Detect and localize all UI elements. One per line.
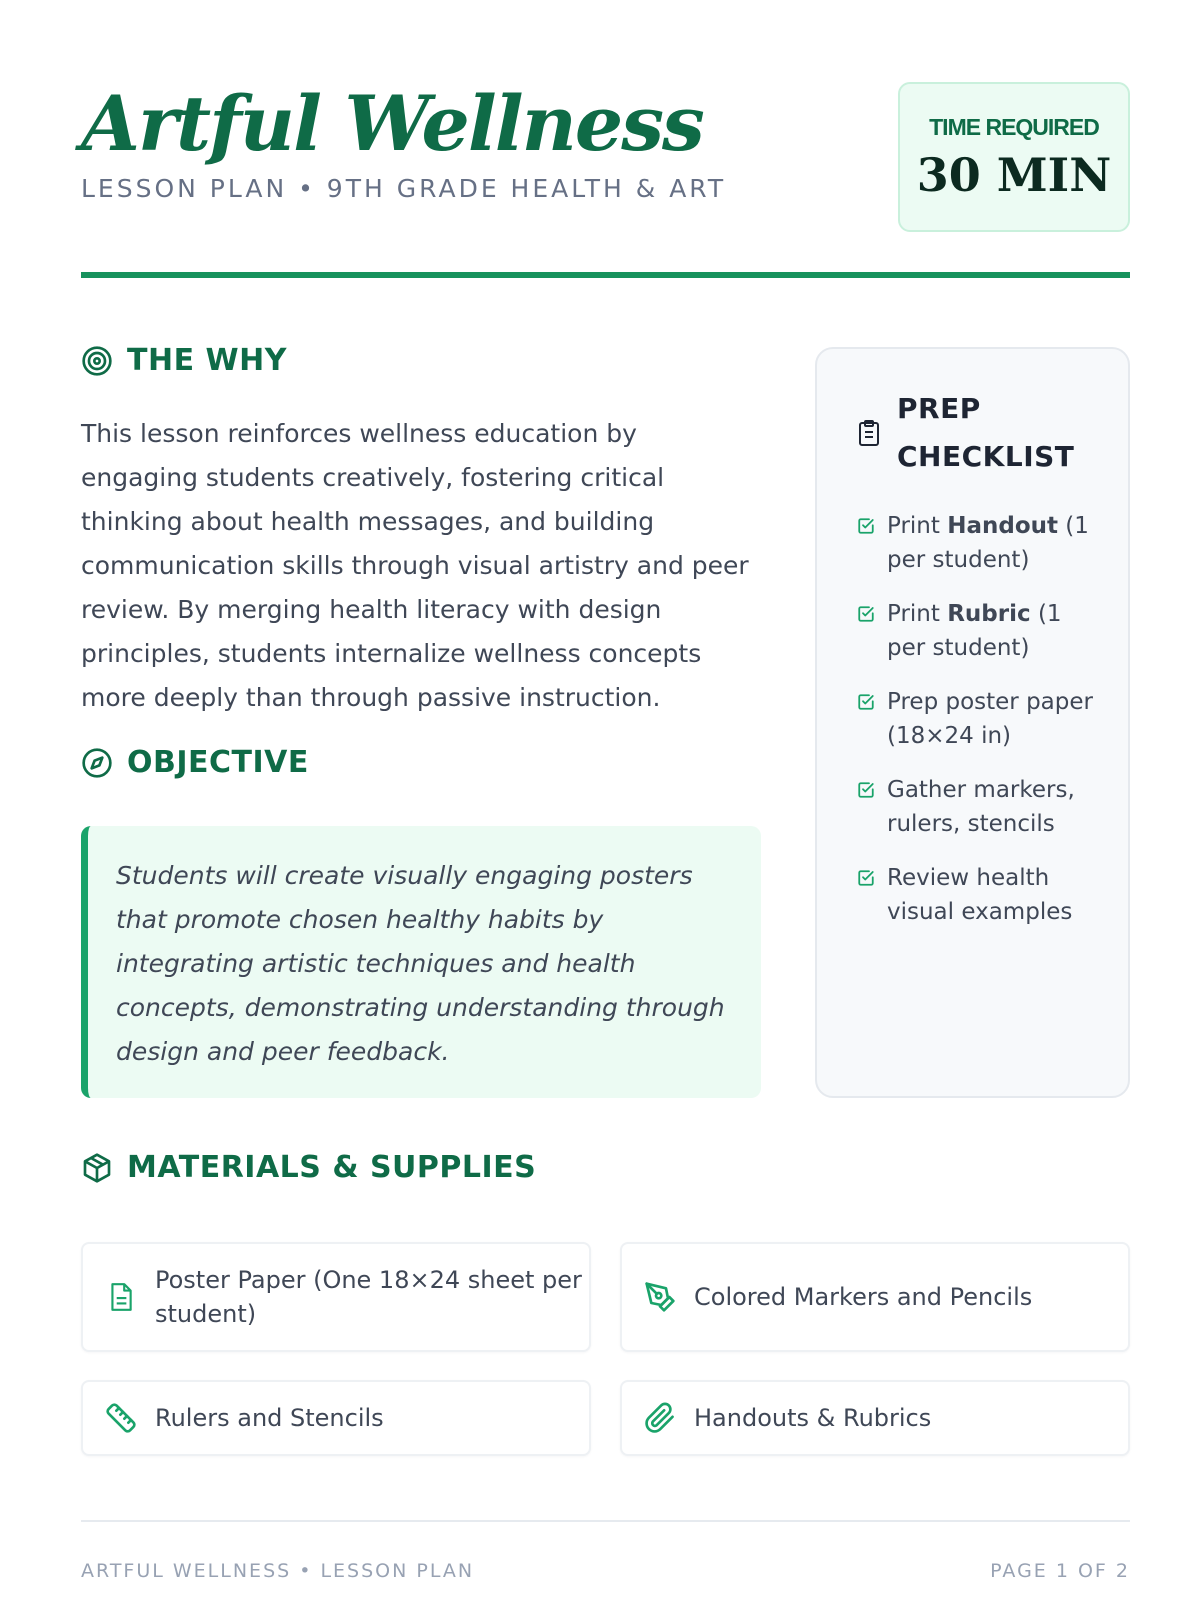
footer-document-name: ARTFUL WELLNESS • LESSON PLAN [81,1560,475,1582]
section-why-title: THE WHY [127,343,287,378]
checklist-item-text: Print Handout (1 per student) [887,513,1089,573]
material-item-label: Poster Paper (One 18×24 sheet per student) [155,1266,582,1328]
material-item [620,1242,1130,1352]
checklist-item-text: Review health visual examples [887,865,1073,925]
material-item-label: Colored Markers and Pencils [694,1283,1033,1311]
prep-checklist-heading [857,385,1087,481]
document-icon [105,1281,137,1313]
time-required-label: TIME REQUIRED [929,114,1099,140]
pen-tool-icon [644,1281,676,1313]
clipboard-icon [857,419,881,447]
header-divider [81,272,1130,278]
time-required-value: 30 MIN [916,148,1112,202]
material-item [620,1380,1130,1456]
check-square-icon [857,693,875,711]
checklist-item [857,773,1107,841]
section-why-heading [81,343,287,378]
package-icon [81,1152,113,1184]
page-header [81,78,1130,238]
material-item-label: Rulers and Stencils [155,1404,384,1432]
target-icon [81,345,113,377]
objective-callout [81,826,761,1098]
page-subtitle: LESSON PLAN • 9TH GRADE HEALTH & ART [81,174,727,203]
footer-page-number: PAGE 1 OF 2 [990,1560,1130,1582]
objective-text: Students will create visually engaging posters that promote chosen healthy habits by integrating artistic techniques and health concepts, demonstrating understanding through design and peer feedback. [116,861,725,1066]
section-objective-heading [81,745,309,780]
checklist-item-text: Prep poster paper (18×24 in) [887,689,1093,749]
prep-checklist-card [815,347,1130,1098]
section-why-body: This lesson reinforces wellness education by engaging students creatively, fostering critical thinking about health messages, and building communication skills through visual artistry and peer review. By merging health literacy with design principles, students internalize wellness concepts more deeply than through passive instruction. [81,419,749,712]
checklist-item [857,509,1107,577]
check-square-icon [857,869,875,887]
check-square-icon [857,605,875,623]
material-item [81,1242,591,1352]
check-square-icon [857,517,875,535]
prep-checklist [857,509,1107,949]
checklist-item [857,597,1107,665]
material-item [81,1380,591,1456]
compass-icon [81,747,113,779]
prep-checklist-title: PREP CHECKLIST [897,392,1075,473]
ruler-icon [105,1402,137,1434]
lesson-plan-page [81,0,1130,1600]
paperclip-icon [644,1402,676,1434]
checklist-item [857,685,1107,753]
section-materials-title: MATERIALS & SUPPLIES [127,1150,537,1185]
checklist-item-text: Print Rubric (1 per student) [887,601,1062,661]
section-materials-heading [81,1150,536,1185]
checklist-item-text: Gather markers, rulers, stencils [887,777,1075,837]
section-objective-title: OBJECTIVE [127,745,309,780]
footer-divider [81,1520,1130,1522]
check-square-icon [857,781,875,799]
page-title: Artful Wellness [81,79,703,168]
time-required-badge [898,82,1130,232]
material-item-label: Handouts & Rubrics [694,1404,932,1432]
checklist-item [857,861,1107,929]
